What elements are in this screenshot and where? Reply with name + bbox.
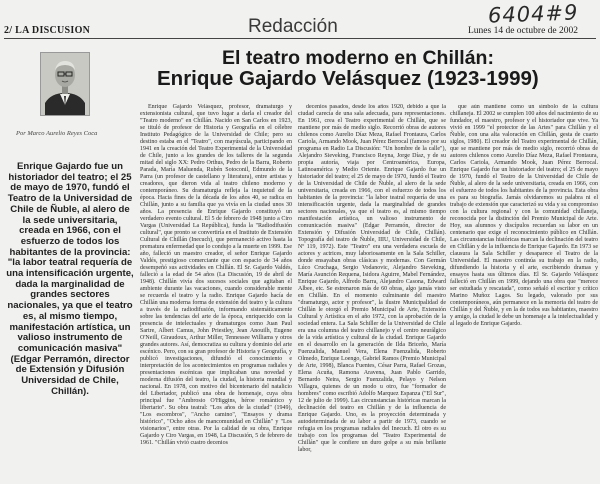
headline-line-1: El teatro moderno en Chillán:: [222, 47, 494, 69]
pull-quote: Enrique Gajardo fue un historiador del teatro; el 25 de mayo de 1970, fundó el Teatro de la Universidad de Chile de Ñuble, al alero de la sede universitaria, creada en 1966, con el esfuerzo de todos los habitantes de la provincia: "la labor teatral requería de una intensificación urgente, dada la marginalidad de grandes sectores nacionales, ya que el teatro es, al mismo tiempo, manifestación artística, un valioso instrumento de comunicación masiva" (Edgar Perramón, director de Extensión y Difusión Universidad de Chile, Chillán).: [6, 161, 134, 397]
section-heading: Redacción: [248, 16, 338, 37]
headline-line-2: Enrique Gajardo Velásquez (1923-1999): [157, 67, 539, 90]
article-column-1-text: Enrique Gajardo Velásquez, profesor, dramaturgo y extensionista cultural, que tuvo lugar a darla el creador del "Teatro moderno" en Chillán. Nacido en San Carlos en 1923, se tituló de profesor de Historia y Geografía en el célebre Instituto Pedagógico de la Universidad de Chile; pero su destino estaba en el "Teatro", con mayúscula, participando en 1941 en la creación del Teatro Experimental de la Universidad de Chile, junto a los grandes de los talleres de la segunda mitad del siglo XX: Pedro Orthus, Pedro de la Barra, Roberto Parada, María Maluenda, Rubén Sotoconil, Edmundo de la Parra (un profesor de castellano y literatura), entre artistas y creadores, que dieron vida al teatro chileno moderno y contemporáneo. Su dramaturgia refleja la inquietud de la época. Hacia fines de la década de los años 40, se radica en Chillán, junto a su familia que ya vivía en la ciudad unos 30 años. La presencia de Enrique Gajardo constituyó un verdadero evento cultural. El 5 de febrero de 1948 junto a Ciro Vargas (Universidad La República), funda la "Radiodifusión cultural", que pronto se convertiría en el Instituto de Extensión Cultural de Chillán (Inecuch), que permaneció activo hasta la prematura enfermedad que lo condujo a la muerte en 1999. Ese año, falleció un maestro creador, el señor Enrique Gajardo Valdés, prestigioso comerciante que con espacio de 34 años desempeñó sus actividades en Chillán. El Sr. Gajardo Valdés, falleció a la edad de 54 años (La Discusión, 19 de abril de 1948). Chillán vivía dos sucesos sociales que agitaban el ambiente durante las vacaciones, cuando considerable mente se recuerda el teatro y la radio. Enrique Gajardo hacía de Chillán una moderna forma de extensión del teatro y la cultura a través de la radiodifusión, informando sistemáticamente sobre las tendencias del arte de la época, enriquecido con la presencia de intelectuales y dramaturgos como Juan Paul Sartre, Albert Camus, John Priestley, Jean Anouilh, Eugene O'Neill, Giraudoux, Arthur Miller, Tennessee Williams y otros grandes autores. Así, democratiza su cultura y dominio del arte escénico. Pero, con su gran profesor de Historia y Geografía, y publicó investigaciones, difundió el conocimiento e interpretación de los acontecimientos en programas radiales y presentaciones escénicas que implicaban una novedad y moderna difusión del teatro, la ciudad, la historia mundial y nacional. En 1978, con motivo del bicentenario del natalicio del Libertador, publicó una obra de homenaje, cuya obra principal fue "Ambrosio O'Higgins, héroe romántico y libertario". Su obra teatral: "Los años de la ciudad" (1949), "Los escombros", "Ancho camino", "Ensayos y drama histórico", "Ocho años de mancomunidad en Chillán" y "Los visionarios", entre otras. Por la calidad de su obra, Enrique Gajardo y Ciro Vargas, en 1948, La Discusión, 5 de febrero de 1961. "Chillán vivió cuatro decenios: [140, 104, 292, 446]
author-portrait-image: [41, 53, 89, 115]
article-column-3-text: que aún mantiene como un símbolo de la cultura chillaneja. El 2002 se cumplen 100 años del nacimiento de su fundador, el maestro, profesor y el historiador que vive. Ya vivió en 1999 "el protector de las Artes" para Chillán y el Ñuble, con una alta valoración en Chillán, gesta de cuarto siglos, 1980). El creador del Teatro experimental de Chillán, que se mantiene por más de medio siglo, recorrió obras de autores chilenos como Aurelio Díaz Meza, Rafael Frontaura, Carlos Cariola, Armando Mook, Juan Pérez Berrocal. Enrique Gajardo fue un historiador del teatro; el 25 de mayo de 1970, fundó el Teatro de la Universidad de Chile de Ñuble, al alero de la sede universitaria, creada en 1966, con el esfuerzo de todos los habitantes de la provincia. Esta obra es para su biografía. Jamás olvidaremos su palabra ni el trabajo de extensión que caracterizó su vida y su compromiso con la cultura regional y con la comunidad chillaneja, reconocida por la distinción del Premio Municipal de Arte. Hoy, sus alumnos y discípulos recuerdan su labor en un centenario que exige el reconocimiento público en Chillán. Las circunstancias históricas marcan la declinación del teatro en Chillán y de la influencia de Enrique Gajardo. En 1973 se clausura la Sala Schiller y desaparece el Teatro de la Universidad. El maestro continúa su trabajo en la radio, difundiendo la historia y el arte, escribiendo dramas y ensayos hasta sus últimos días. El Sr. Gajardo Velásquez falleció en Chillán en 1999, dejando una obra que "merece ser estudiada y rescatada", como señaló el escritor y crítico Marino Muñoz Lagos. Su legado, valorado por sus contemporáneos, aún permanece en la memoria del teatro de Chillán y del Ñuble, y en la de todos sus habitantes, maestro y amigo, la ciudad le debe un homenaje a la intelectualidad y al legado de Enrique Gajardo.: [450, 104, 598, 327]
article-column-3: [450, 104, 598, 480]
article-column-2-text: decenios pasados, desde los años 1920, debido a que la ciudad carecía de una sala adecuada, para representaciones. En 1961, crea el Teatro experimental de Chillán, que se mantiene por más de medio siglo. Recorrió obras de autores chilenos como Aurelio Díaz Meza, Rafael Frontaura, Carlos Cariola, Armando Mook, Juan Pérez Berrocal (famoso por su programa en Radio La Discusión: "Un hombre de la calle"), Alejandro Sieveking, Francisco Reyna, Jorge Díaz, y de su propia autoría, viaja por Centroamérica, Europa, Latinoamérica y Medio Oriente. Enrique Gajardo fue un historiador del teatro; el 25 de mayo de 1970, fundó el Teatro de la Universidad de Chile de Ñuble, al alero de la sede universitaria, creada en 1966, con el esfuerzo de todos los habitantes de la provincia: "la labor teatral requería de una intensificación urgente, dada la marginalidad de grandes sectores nacionales, ya que el teatro es, al mismo tiempo manifestación artística, un valioso instrumento de comunicación masiva" (Edgar Perramón, director de Extensión y Difusión Universidad de Chile, Chillán). Topografía del teatro de Ñuble, IIIU, Universidad de Chile, Nº 119, 1972). Este "Teatro" era una verdadera escuela de actores y actrices, muy laboriosamente en la Sala Schiller, donde ensayaban obras clásicas y modernas. Con Germán Lúco Cruchaga, Sergio Vodanovic, Alejandro Sieveking, María Asunción Requena, Isidora Aguirre, Mabel Fernández, Enrique Gajardo, Alfredo Barra, Alejandro Casona, Edward Albee, etc. Se estrenaron más de 60 obras, algo jamás visto en Chillán. En el momento culminante del maestro "dramaturgo, actor y profesor", la ilustre Municipalidad de Chillán le otorgó el Premio Municipal de Arte, Extensión Cultural y Artística en el año 1972, con la aprobación de la sociedad entera. La Sala Schiller de la Universidad de Chile era una columna del teatro chillanejo y el centro neurálgico de la vida artística y cultural de la ciudad. Enrique Gajardo en el desarrollo en la generación de Ilda Briceño, María Fuenzalida, Manuel Vera, Elena Fuenzalida, Roberto Olmedo, Enrique Loengo, Gabriel Ramos (Premio Municipal de Arte, 1998), Blanca Fuentes, César Parra, Rafael Grozas, Elena Acuña, Ramona Aravena, Juan Pablo Garrido, Bernardo Neira, Sergio Fuenzalida, Pelayo y Nelson Villagra, quienes de un modo u otro, fue "formador de hombres" como escribió Adolfo Marquez Espanza ("El Sur", 12 de julio de 1999). Las circunstancias históricas marcan la declinación del teatro en Chillán y de la influencia de Enrique Gajardo. Uno, es la proyección determinada y autodeterminada de su labor a partir de 1973, cuando se refugia en los programas radiales del Inecuch. El otro es su trabajo con los programas del "Teatro Experimental de Chillán" que le confiere un duro golpe a su más brillante labor,: [298, 104, 446, 453]
photo-credit: Por Marco Aurelio Reyes Coca: [16, 130, 98, 137]
newspaper-name: 2/ LA DISCUSION: [4, 25, 91, 36]
author-portrait-photo: [40, 52, 90, 116]
article-column-2: [298, 104, 446, 480]
article-column-1: [140, 104, 292, 480]
header-rule: [4, 38, 596, 39]
handwritten-reference-number: 6404#9: [487, 0, 579, 28]
issue-date: Lunes 14 de octubre de 2002: [468, 26, 579, 36]
